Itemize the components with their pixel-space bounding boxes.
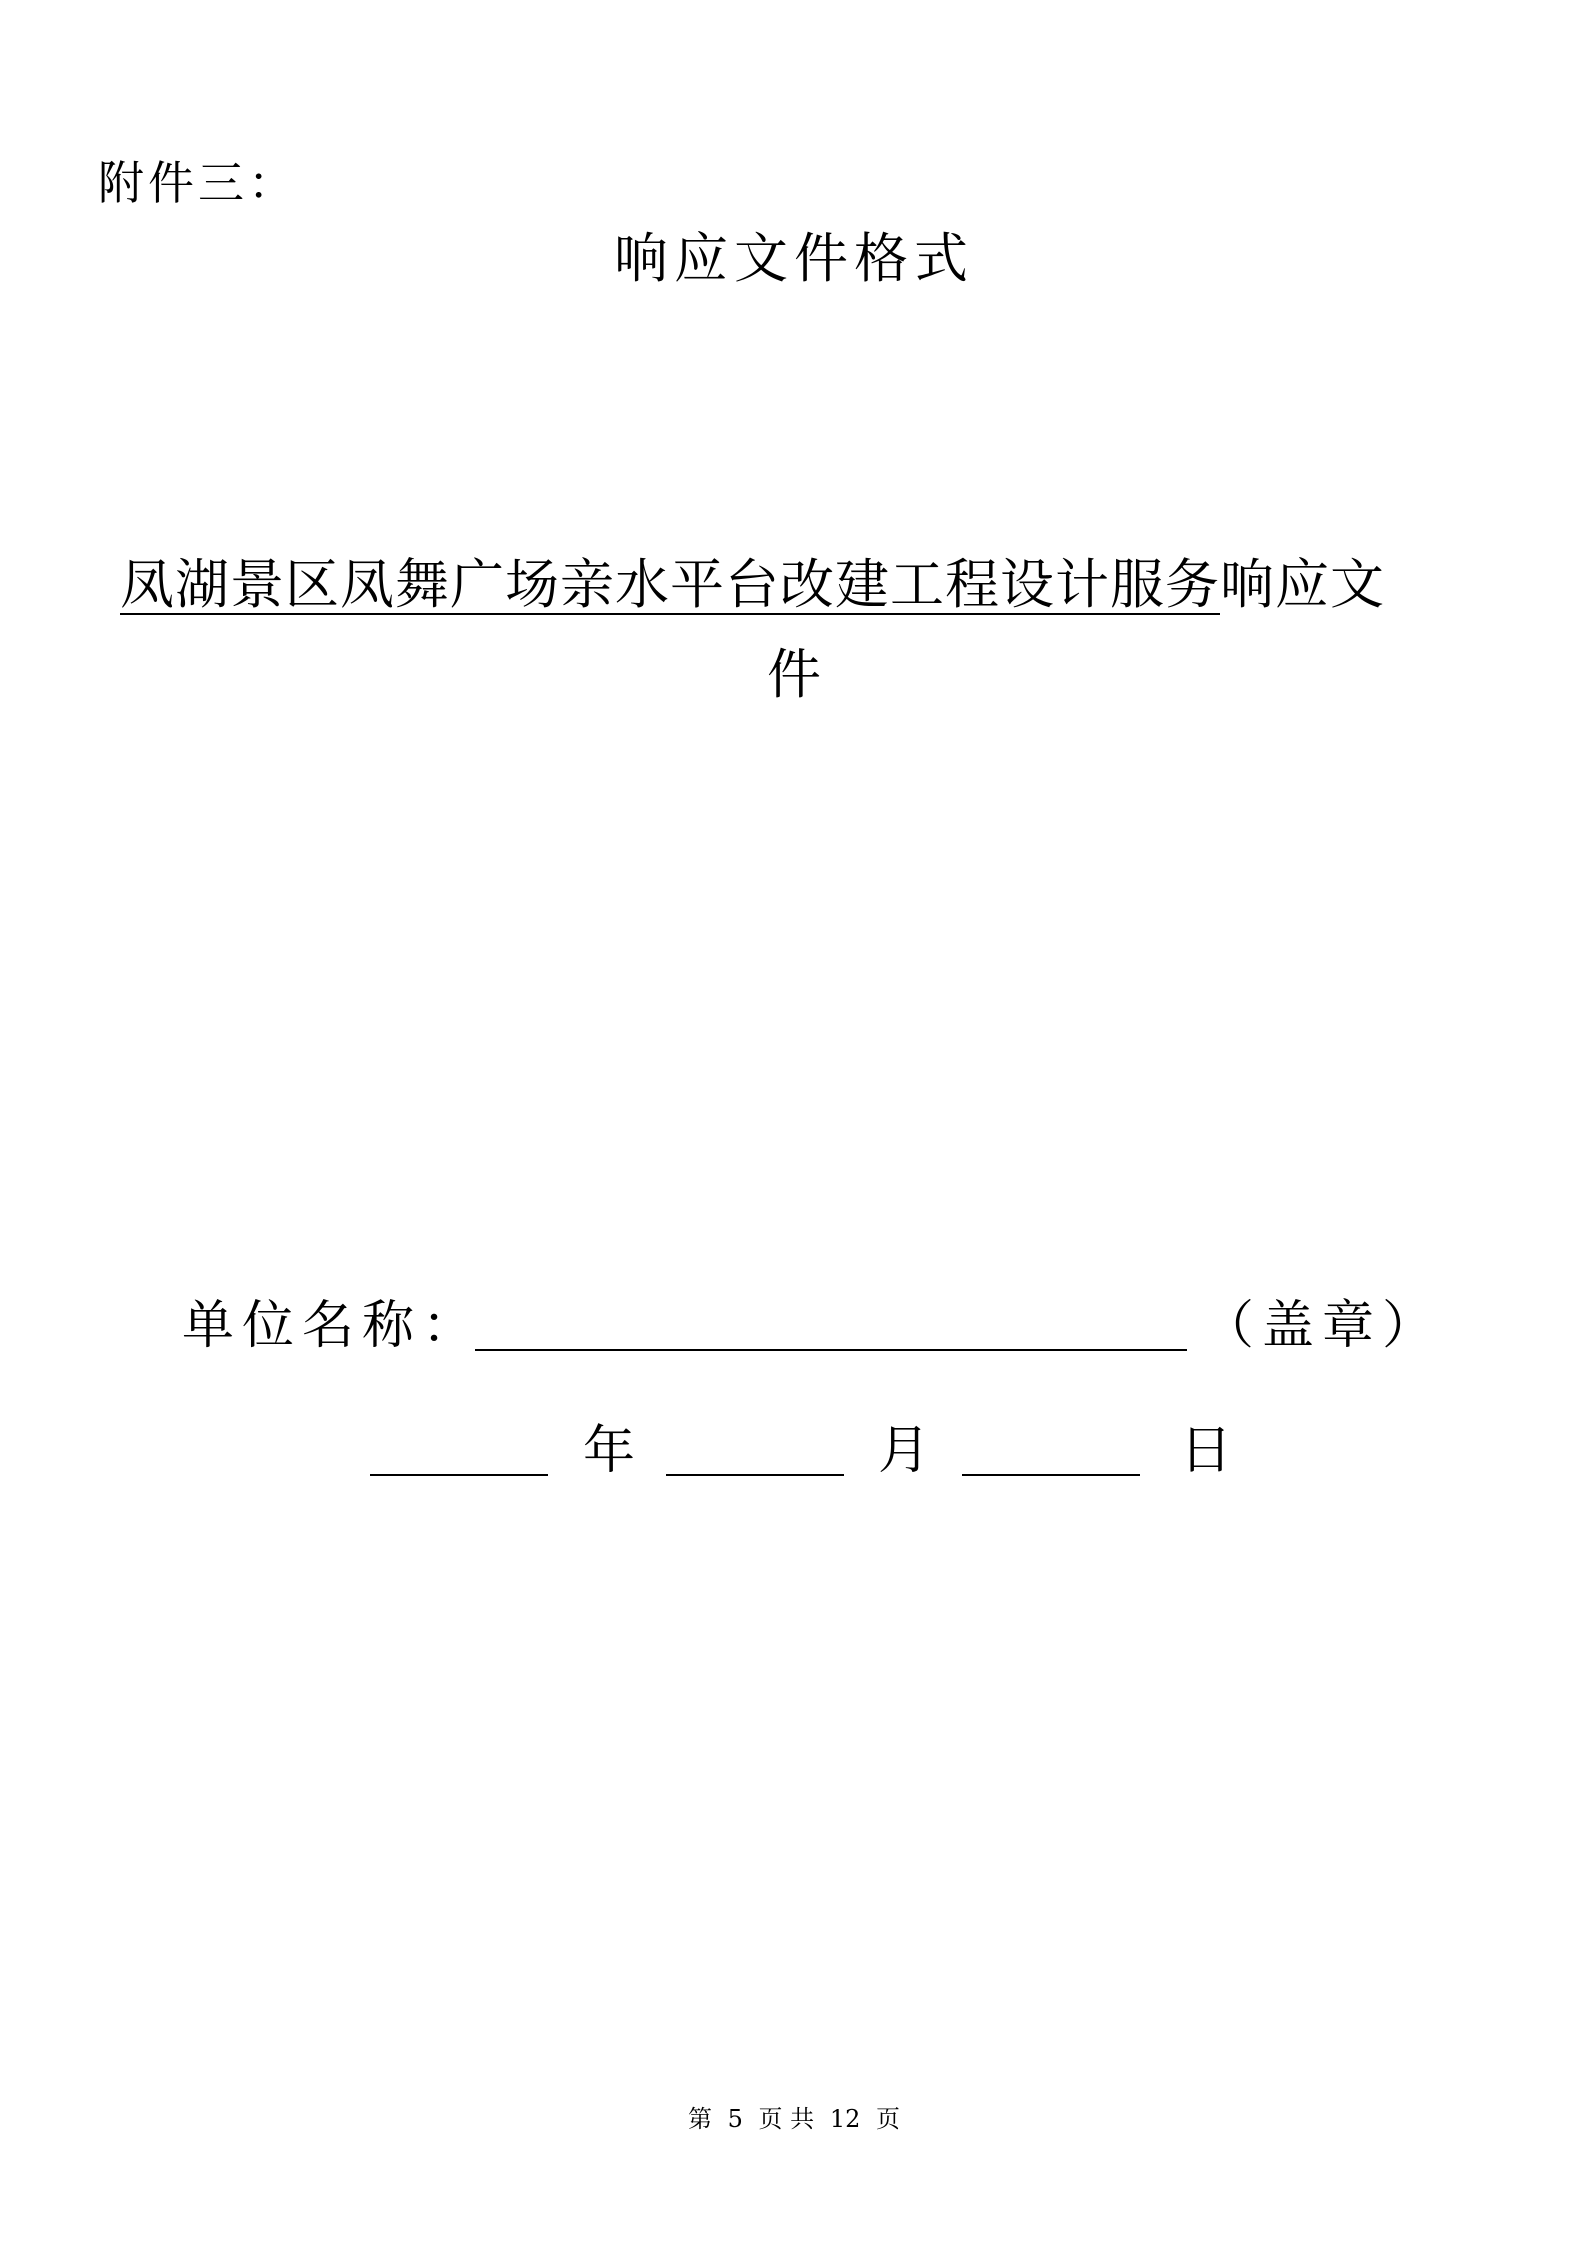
unit-name-label: 单位名称： <box>182 1296 483 1356</box>
date-row <box>370 1421 1270 1485</box>
unit-name-row <box>182 1296 1443 1360</box>
project-name: 凤湖景区凤舞广场亲水平台改建工程设计服务 <box>120 553 1220 616</box>
stamp-note: （盖章） <box>1202 1296 1443 1356</box>
day-label: 日 <box>1180 1421 1233 1481</box>
total-pages: 12 <box>829 2105 861 2133</box>
page-number: 5 <box>727 2105 743 2133</box>
document-title-continuation: 件 <box>767 643 821 706</box>
document-title <box>120 553 1500 616</box>
unit-name-blank[interactable] <box>475 1349 1187 1351</box>
page-footer <box>0 2107 1588 2131</box>
month-label: 月 <box>878 1421 931 1481</box>
page-suffix: 页 <box>876 2105 901 2133</box>
year-blank[interactable] <box>370 1474 548 1476</box>
page-mid: 页 共 <box>758 2105 815 2133</box>
year-label: 年 <box>583 1421 636 1481</box>
day-blank[interactable] <box>962 1474 1140 1476</box>
page-prefix: 第 <box>687 2105 712 2133</box>
document-title-suffix: 响应文 <box>1220 553 1385 616</box>
attachment-label: 附件三： <box>98 156 298 210</box>
format-title: 响应文件格式 <box>614 227 974 290</box>
month-blank[interactable] <box>666 1474 844 1476</box>
